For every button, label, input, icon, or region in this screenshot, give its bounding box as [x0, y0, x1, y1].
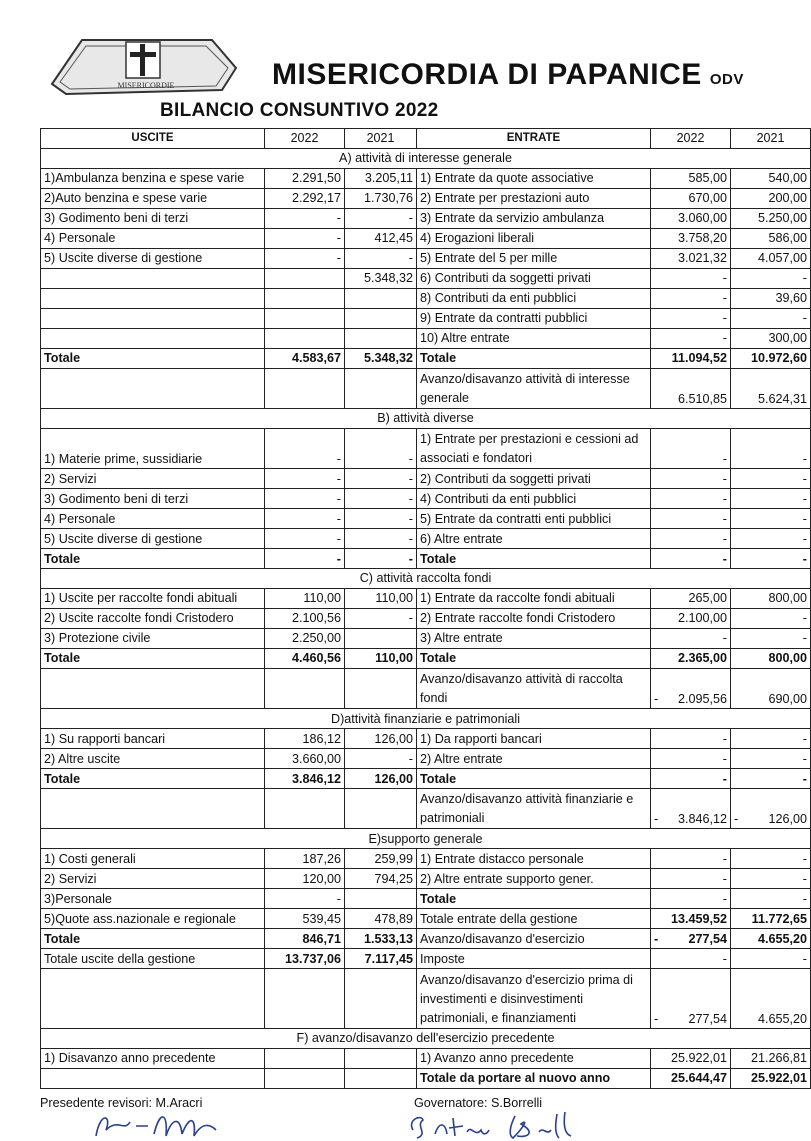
- uscite-2022: [265, 1068, 345, 1088]
- uscite-label: [41, 1068, 265, 1088]
- entrate-label: 4) Erogazioni liberali: [417, 228, 651, 248]
- entrate-label: 1) Entrate distacco personale: [417, 849, 651, 869]
- entrate-2022: 6.510,85: [651, 368, 731, 408]
- uscite-label: 3)Personale: [41, 889, 265, 909]
- uscite-2022: -: [265, 889, 345, 909]
- uscite-2021: [345, 628, 417, 648]
- uscite-2022: 120,00: [265, 869, 345, 889]
- entrate-2021: -: [731, 509, 811, 529]
- entrate-label: 6) Altre entrate: [417, 529, 651, 549]
- uscite-label: [41, 969, 265, 1029]
- uscite-2022: 2.291,50: [265, 168, 345, 188]
- entrate-label: Avanzo/disavanzo d'esercizio prima di investimenti e disinvestimenti patrimoniali, e finanziamenti: [417, 969, 651, 1029]
- table-row: [41, 368, 811, 408]
- entrate-label: Avanzo/disavanzo attività finanziarie e patrimoniali: [417, 789, 651, 829]
- uscite-2022: -: [265, 509, 345, 529]
- uscite-label: [41, 288, 265, 308]
- table-row: [41, 168, 811, 188]
- uscite-2021: -: [345, 509, 417, 529]
- table-row: [41, 749, 811, 769]
- entrate-2021: 800,00: [731, 588, 811, 608]
- uscite-label: [41, 789, 265, 829]
- footer-governatore: Governatore: S.Borrelli: [414, 1096, 543, 1110]
- uscite-2021: -: [345, 248, 417, 268]
- footer-revisori: Presedente revisori: M.Aracri: [40, 1096, 203, 1110]
- uscite-2022: 4.583,67: [265, 348, 345, 368]
- table-row: [41, 628, 811, 648]
- table-row: [41, 789, 811, 829]
- entrate-label: 2) Altre entrate supporto gener.: [417, 869, 651, 889]
- uscite-2021: [345, 328, 417, 348]
- entrate-2022: -: [651, 869, 731, 889]
- table-header: [41, 129, 811, 149]
- header-uscite-2021: 2021: [345, 129, 417, 149]
- table-row: [41, 869, 811, 889]
- uscite-2022: 2.100,56: [265, 608, 345, 628]
- table-row: [41, 529, 811, 549]
- uscite-2021: 126,00: [345, 729, 417, 749]
- uscite-2022: [265, 368, 345, 408]
- entrate-label: 2) Contributi da soggetti privati: [417, 469, 651, 489]
- uscite-label: Totale: [41, 769, 265, 789]
- uscite-2022: [265, 328, 345, 348]
- entrate-2022: 2.100,00: [651, 608, 731, 628]
- uscite-label: [41, 268, 265, 288]
- entrate-2021: 586,00: [731, 228, 811, 248]
- entrate-2022: 25.644,47: [651, 1068, 731, 1088]
- uscite-label: 3) Godimento beni di terzi: [41, 208, 265, 228]
- table-row: [41, 729, 811, 749]
- uscite-2022: [265, 789, 345, 829]
- entrate-label: 8) Contributi da enti pubblici: [417, 288, 651, 308]
- uscite-2021: [345, 368, 417, 408]
- uscite-2022: 2.292,17: [265, 188, 345, 208]
- uscite-label: [41, 308, 265, 328]
- section-title: C) attività raccolta fondi: [41, 569, 811, 589]
- uscite-2021: 1.730,76: [345, 188, 417, 208]
- uscite-label: 3) Protezione civile: [41, 628, 265, 648]
- uscite-label: [41, 328, 265, 348]
- entrate-2021: -: [731, 428, 811, 468]
- entrate-2021: -: [731, 549, 811, 569]
- table-row: [41, 308, 811, 328]
- entrate-2021: 4.655,20: [731, 929, 811, 949]
- section-header-row: [41, 709, 811, 729]
- uscite-label: 4) Personale: [41, 228, 265, 248]
- entrate-2022: -: [651, 949, 731, 969]
- uscite-2021: -: [345, 749, 417, 769]
- entrate-2021: -: [731, 469, 811, 489]
- entrate-2021: 540,00: [731, 168, 811, 188]
- uscite-2021: -: [345, 428, 417, 468]
- table-row: [41, 509, 811, 529]
- uscite-2021: -: [345, 469, 417, 489]
- uscite-2021: 7.117,45: [345, 949, 417, 969]
- entrate-2021: 25.922,01: [731, 1068, 811, 1088]
- uscite-2021: [345, 969, 417, 1029]
- uscite-2021: [345, 1068, 417, 1088]
- uscite-2022: [265, 308, 345, 328]
- balance-table: [40, 128, 811, 1089]
- entrate-label: Totale entrate della gestione: [417, 909, 651, 929]
- table-row: [41, 328, 811, 348]
- entrate-label: Totale: [417, 648, 651, 668]
- section-title: F) avanzo/disavanzo dell'esercizio precedente: [41, 1028, 811, 1048]
- uscite-label: Totale: [41, 929, 265, 949]
- uscite-2022: [265, 668, 345, 708]
- signature-revisori: [90, 1108, 230, 1141]
- entrate-label: Totale: [417, 348, 651, 368]
- entrate-2022: -: [651, 489, 731, 509]
- uscite-label: 2)Auto benzina e spese varie: [41, 188, 265, 208]
- uscite-label: 1) Su rapporti bancari: [41, 729, 265, 749]
- entrate-2022: -: [651, 749, 731, 769]
- entrate-label: 1) Entrate per prestazioni e cessioni ad associati e fondatori: [417, 428, 651, 468]
- entrate-2021: -: [731, 949, 811, 969]
- uscite-label: 3) Godimento beni di terzi: [41, 489, 265, 509]
- entrate-2021: 4.057,00: [731, 248, 811, 268]
- entrate-2021: 200,00: [731, 188, 811, 208]
- table-row: [41, 1048, 811, 1068]
- entrate-2022: - 277,54: [651, 969, 731, 1029]
- entrate-label: 3) Entrate da servizio ambulanza: [417, 208, 651, 228]
- uscite-2022: 539,45: [265, 909, 345, 929]
- uscite-label: 2) Uscite raccolte fondi Cristodero: [41, 608, 265, 628]
- uscite-2022: 13.737,06: [265, 949, 345, 969]
- table-row: [41, 588, 811, 608]
- entrate-label: 3) Altre entrate: [417, 628, 651, 648]
- entrate-2022: -: [651, 769, 731, 789]
- entrate-label: 1) Entrate da raccolte fondi abituali: [417, 588, 651, 608]
- entrate-label: 9) Entrate da contratti pubblici: [417, 308, 651, 328]
- table-row: [41, 1068, 811, 1088]
- header-uscite-2022: 2022: [265, 129, 345, 149]
- uscite-2022: 846,71: [265, 929, 345, 949]
- table-row: [41, 288, 811, 308]
- entrate-2021: -: [731, 628, 811, 648]
- entrate-2022: - 3.846,12: [651, 789, 731, 829]
- uscite-2022: -: [265, 469, 345, 489]
- entrate-label: 2) Entrate per prestazioni auto: [417, 188, 651, 208]
- table-row: [41, 969, 811, 1029]
- uscite-label: 1)Ambulanza benzina e spese varie: [41, 168, 265, 188]
- table-row: [41, 208, 811, 228]
- total-row: [41, 769, 811, 789]
- entrate-2021: 39,60: [731, 288, 811, 308]
- uscite-2021: 794,25: [345, 869, 417, 889]
- entrate-label: Avanzo/disavanzo attività di interesse generale: [417, 368, 651, 408]
- entrate-2022: 13.459,52: [651, 909, 731, 929]
- entrate-2022: -: [651, 729, 731, 749]
- entrate-label: 1) Da rapporti bancari: [417, 729, 651, 749]
- entrate-2022: -: [651, 509, 731, 529]
- total-row: [41, 348, 811, 368]
- entrate-label: 10) Altre entrate: [417, 328, 651, 348]
- entrate-2022: 585,00: [651, 168, 731, 188]
- table-row: [41, 188, 811, 208]
- entrate-label: Totale: [417, 769, 651, 789]
- document-title: BILANCIO CONSUNTIVO 2022: [160, 100, 439, 121]
- uscite-label: 5) Uscite diverse di gestione: [41, 529, 265, 549]
- section-title: D)attività finanziarie e patrimoniali: [41, 709, 811, 729]
- entrate-label: 1) Entrate da quote associative: [417, 168, 651, 188]
- header-uscite: USCITE: [41, 129, 265, 149]
- uscite-2022: 110,00: [265, 588, 345, 608]
- entrate-2022: -: [651, 628, 731, 648]
- section-title: A) attività di interesse generale: [41, 148, 811, 168]
- entrate-2021: 4.655,20: [731, 969, 811, 1029]
- entrate-2021: -: [731, 608, 811, 628]
- entrate-2022: -: [651, 328, 731, 348]
- entrate-2022: 265,00: [651, 588, 731, 608]
- entrate-label: 4) Contributi da enti pubblici: [417, 489, 651, 509]
- uscite-2022: [265, 268, 345, 288]
- table-row: [41, 248, 811, 268]
- entrate-2021: 10.972,60: [731, 348, 811, 368]
- uscite-2021: [345, 668, 417, 708]
- entrate-2022: -: [651, 849, 731, 869]
- uscite-2021: 126,00: [345, 769, 417, 789]
- uscite-2021: 110,00: [345, 588, 417, 608]
- section-header-row: [41, 569, 811, 589]
- uscite-2021: 5.348,32: [345, 268, 417, 288]
- uscite-label: 1) Uscite per raccolte fondi abituali: [41, 588, 265, 608]
- entrate-2021: -: [731, 869, 811, 889]
- section-header-row: [41, 148, 811, 168]
- entrate-2022: 670,00: [651, 188, 731, 208]
- uscite-2021: 1.533,13: [345, 929, 417, 949]
- entrate-2022: -: [651, 529, 731, 549]
- entrate-label: Totale da portare al nuovo anno: [417, 1068, 651, 1088]
- entrate-2022: 3.758,20: [651, 228, 731, 248]
- uscite-2022: [265, 1048, 345, 1068]
- uscite-2021: [345, 308, 417, 328]
- entrate-2021: -: [731, 889, 811, 909]
- uscite-2022: 3.846,12: [265, 769, 345, 789]
- table-row: [41, 929, 811, 949]
- entrate-2021: -: [731, 769, 811, 789]
- uscite-label: 5) Uscite diverse di gestione: [41, 248, 265, 268]
- entrate-label: Totale: [417, 889, 651, 909]
- uscite-label: Totale: [41, 549, 265, 569]
- section-header-row: [41, 829, 811, 849]
- table-row: [41, 268, 811, 288]
- total-row: [41, 648, 811, 668]
- entrate-2021: 300,00: [731, 328, 811, 348]
- entrate-2021: -: [731, 268, 811, 288]
- entrate-2021: -: [731, 489, 811, 509]
- header-entrate-2021: 2021: [731, 129, 811, 149]
- uscite-2022: -: [265, 248, 345, 268]
- uscite-label: 1) Disavanzo anno precedente: [41, 1048, 265, 1068]
- uscite-label: [41, 368, 265, 408]
- entrate-label: 2) Entrate raccolte fondi Cristodero: [417, 608, 651, 628]
- uscite-label: 2) Servizi: [41, 869, 265, 889]
- entrate-label: Totale: [417, 549, 651, 569]
- entrate-2022: 11.094,52: [651, 348, 731, 368]
- signature-governatore: [405, 1108, 605, 1141]
- entrate-label: Avanzo/disavanzo attività di raccolta fondi: [417, 668, 651, 708]
- entrate-label: 1) Avanzo anno precedente: [417, 1048, 651, 1068]
- uscite-2021: 412,45: [345, 228, 417, 248]
- uscite-label: 2) Servizi: [41, 469, 265, 489]
- entrate-label: Avanzo/disavanzo d'esercizio: [417, 929, 651, 949]
- logo-text: MISERICORDIE: [117, 81, 175, 90]
- entrate-2022: -: [651, 469, 731, 489]
- section-title: B) attività diverse: [41, 408, 811, 428]
- entrate-2022: -: [651, 308, 731, 328]
- uscite-2022: -: [265, 208, 345, 228]
- entrate-label: 6) Contributi da soggetti privati: [417, 268, 651, 288]
- uscite-label: 1) Costi generali: [41, 849, 265, 869]
- entrate-2022: -: [651, 268, 731, 288]
- table-row: [41, 228, 811, 248]
- uscite-label: 5)Quote ass.nazionale e regionale: [41, 909, 265, 929]
- uscite-2022: 3.660,00: [265, 749, 345, 769]
- uscite-2022: 187,26: [265, 849, 345, 869]
- uscite-2021: [345, 789, 417, 829]
- entrate-2022: -: [651, 549, 731, 569]
- uscite-label: 1) Materie prime, sussidiarie: [41, 428, 265, 468]
- uscite-2021: [345, 288, 417, 308]
- entrate-label: 5) Entrate del 5 per mille: [417, 248, 651, 268]
- uscite-2022: [265, 288, 345, 308]
- org-suffix: ODV: [709, 71, 744, 88]
- uscite-2021: 5.348,32: [345, 348, 417, 368]
- section-header-row: [41, 408, 811, 428]
- entrate-2021: 5.624,31: [731, 368, 811, 408]
- uscite-2021: -: [345, 529, 417, 549]
- entrate-2021: 800,00: [731, 648, 811, 668]
- entrate-2021: 690,00: [731, 668, 811, 708]
- uscite-2021: -: [345, 549, 417, 569]
- uscite-2021: 110,00: [345, 648, 417, 668]
- uscite-2022: -: [265, 549, 345, 569]
- org-name: MISERICORDIA DI PAPANICE ODV: [272, 58, 744, 91]
- uscite-2021: 259,99: [345, 849, 417, 869]
- entrate-label: 5) Entrate da contratti enti pubblici: [417, 509, 651, 529]
- uscite-label: [41, 668, 265, 708]
- uscite-2021: [345, 1048, 417, 1068]
- table-row: [41, 668, 811, 708]
- entrate-2021: - 126,00: [731, 789, 811, 829]
- table-row: [41, 469, 811, 489]
- entrate-2021: -: [731, 849, 811, 869]
- entrate-2021: -: [731, 749, 811, 769]
- entrate-2022: - 277,54: [651, 929, 731, 949]
- entrate-2021: -: [731, 308, 811, 328]
- total-row: [41, 549, 811, 569]
- uscite-2021: [345, 889, 417, 909]
- entrate-2022: 25.922,01: [651, 1048, 731, 1068]
- uscite-2021: -: [345, 489, 417, 509]
- logo: [46, 34, 238, 98]
- section-title: E)supporto generale: [41, 829, 811, 849]
- entrate-2022: -: [651, 889, 731, 909]
- entrate-2022: -: [651, 428, 731, 468]
- uscite-2021: -: [345, 608, 417, 628]
- uscite-2021: -: [345, 208, 417, 228]
- uscite-label: Totale: [41, 648, 265, 668]
- uscite-2021: 478,89: [345, 909, 417, 929]
- uscite-label: 2) Altre uscite: [41, 749, 265, 769]
- uscite-2022: 186,12: [265, 729, 345, 749]
- uscite-2021: 3.205,11: [345, 168, 417, 188]
- entrate-2021: 11.772,65: [731, 909, 811, 929]
- entrate-label: 2) Altre entrate: [417, 749, 651, 769]
- uscite-label: Totale uscite della gestione: [41, 949, 265, 969]
- uscite-2022: 4.460,56: [265, 648, 345, 668]
- entrate-2021: 5.250,00: [731, 208, 811, 228]
- section-header-row: [41, 1028, 811, 1048]
- entrate-label: Imposte: [417, 949, 651, 969]
- header-entrate: ENTRATE: [417, 129, 651, 149]
- uscite-2022: -: [265, 529, 345, 549]
- entrate-2022: 3.021,32: [651, 248, 731, 268]
- uscite-2022: -: [265, 489, 345, 509]
- entrate-2022: 2.365,00: [651, 648, 731, 668]
- table-row: [41, 909, 811, 929]
- entrate-2022: - 2.095,56: [651, 668, 731, 708]
- table-row: [41, 949, 811, 969]
- uscite-2022: -: [265, 428, 345, 468]
- header-entrate-2022: 2022: [651, 129, 731, 149]
- table-row: [41, 489, 811, 509]
- uscite-label: 4) Personale: [41, 509, 265, 529]
- table-row: [41, 428, 811, 468]
- entrate-2021: -: [731, 529, 811, 549]
- entrate-2021: 21.266,81: [731, 1048, 811, 1068]
- uscite-2022: [265, 969, 345, 1029]
- table-row: [41, 608, 811, 628]
- entrate-2022: -: [651, 288, 731, 308]
- entrate-2021: -: [731, 729, 811, 749]
- uscite-2022: -: [265, 228, 345, 248]
- uscite-2022: 2.250,00: [265, 628, 345, 648]
- table-row: [41, 849, 811, 869]
- table-row: [41, 889, 811, 909]
- entrate-2022: 3.060,00: [651, 208, 731, 228]
- uscite-label: Totale: [41, 348, 265, 368]
